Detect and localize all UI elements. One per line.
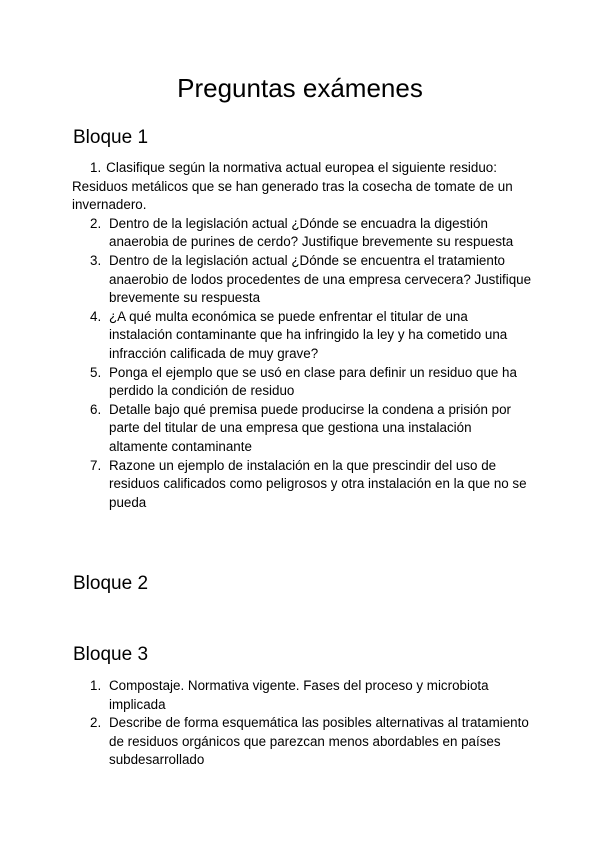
- item-number: 1.: [90, 678, 102, 693]
- item-text: Ponga el ejemplo que se usó en clase para definir un residuo que ha perdido la condición de residuo: [109, 364, 517, 399]
- item-number: 1.: [90, 160, 102, 175]
- item-text: Dentro de la legislación actual ¿Dónde se encuentra el tratamiento anaerobio de lodos procedentes de una empresa cervecera? Justifique brevemente su respuesta: [109, 252, 532, 306]
- section-heading-bloque-1: Bloque 1: [73, 127, 149, 148]
- item-text: Describe de forma esquemática las posibles alternativas al tratamiento de residuos orgánicos que parezcan menos abordables en países subdesarrollado: [109, 715, 529, 768]
- item-text: ¿A qué multa económica se puede enfrentar el titular de una instalación contaminante que ha infringido la ley y ha cometido una infracción calificada de muy grave?: [109, 308, 508, 361]
- item-number: 2.: [90, 715, 102, 731]
- list-item: [72, 159, 532, 215]
- item-number: 2.: [90, 215, 102, 231]
- item-text: Compostaje. Normativa vigente. Fases del proceso y microbiota implicada: [109, 678, 489, 712]
- item-number: 3.: [90, 252, 102, 268]
- list-item: [72, 364, 532, 401]
- item-text: Razone un ejemplo de instalación en la que prescindir del uso de residuos calificados como peligrosos y otra instalación en la que no se pueda: [109, 457, 527, 510]
- item-number: 7.: [90, 457, 102, 473]
- section-heading-bloque-2: Bloque 2: [73, 573, 149, 594]
- list-item: [72, 215, 532, 252]
- section-heading-bloque-3: Bloque 3: [73, 644, 149, 665]
- item-number: 6.: [90, 401, 102, 417]
- list-item: [72, 457, 532, 513]
- list-item: [72, 714, 532, 770]
- question-list-bloque-3: [72, 677, 532, 770]
- question-list-bloque-1: [72, 159, 532, 512]
- list-item: [72, 677, 532, 714]
- item-text: Dentro de la legislación actual ¿Dónde se encuadra la digestión anaerobia de purines de cerdo? Justifique brevemente su respuesta: [109, 215, 514, 250]
- page-title: Preguntas exámenes: [177, 73, 423, 103]
- item-number: 4.: [90, 308, 102, 324]
- item-number: 5.: [90, 364, 102, 380]
- list-item: [72, 401, 532, 457]
- list-item: [72, 252, 532, 308]
- item-text: Clasifique según la normativa actual europea el siguiente residuo: Residuos metálicos que se han generado tras la cosecha de tomate de un invernadero.: [72, 160, 513, 213]
- item-text: Detalle bajo qué premisa puede producirse la condena a prisión por parte del titular de una empresa que gestiona una instalación altamente contaminante: [109, 401, 511, 454]
- list-item: [72, 308, 532, 364]
